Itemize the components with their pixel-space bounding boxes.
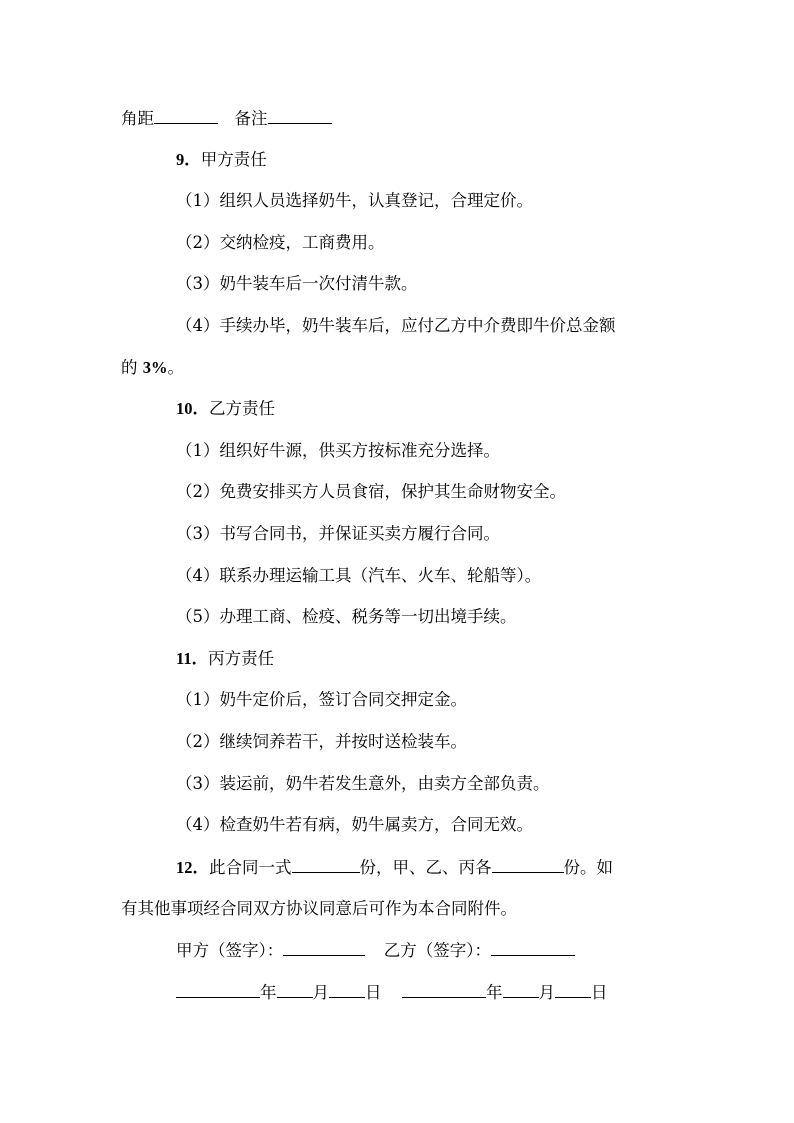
doc-line-angle-remark bbox=[121, 107, 332, 130]
blank-party-a-signature[interactable] bbox=[283, 939, 365, 956]
clause-10-2: （2）免费安排买方人员食宿，保护其生命财物安全。 bbox=[176, 482, 566, 501]
section-title: 丙方责任 bbox=[208, 649, 275, 668]
label-party-b-signature: 乙方（签字）： bbox=[383, 941, 491, 960]
label-month: 月 bbox=[312, 983, 329, 1002]
clause-9-3: （3）奶牛装车后一次付清牛款。 bbox=[176, 274, 418, 293]
section-number: 9． bbox=[176, 150, 201, 169]
percent-value: 3% bbox=[142, 358, 168, 377]
blank-angle[interactable] bbox=[154, 107, 218, 124]
clause-9-1: （1）组织人员选择奶牛，认真登记，合理定价。 bbox=[176, 191, 533, 210]
label-month: 月 bbox=[538, 983, 555, 1002]
clause-9-4-line-1: （4）手续办毕，奶牛装车后，应付乙方中介费即牛价总金额 bbox=[176, 316, 616, 335]
section-9-heading bbox=[176, 149, 267, 171]
section-10-heading bbox=[176, 398, 275, 420]
section-number: 11． bbox=[176, 649, 209, 668]
section-number: 10． bbox=[176, 399, 209, 418]
clause-10-4: （4）联系办理运输工具（汽车、火车、轮船等）。 bbox=[176, 566, 542, 585]
clause-11-2: （2）继续饲养若干，并按时送检装车。 bbox=[176, 732, 467, 751]
blank-year-a[interactable] bbox=[176, 981, 260, 998]
text: 此合同一式 bbox=[209, 858, 292, 877]
clause-10-3: （3）书写合同书，并保证买卖方履行合同。 bbox=[176, 524, 500, 543]
section-number: 12． bbox=[176, 858, 209, 877]
date-line bbox=[176, 981, 608, 1004]
blank-copies-total[interactable] bbox=[292, 856, 360, 873]
label-angle: 角距 bbox=[121, 109, 154, 128]
text: 的 bbox=[121, 358, 143, 377]
clause-10-1: （1）组织好牛源，供买方按标准充分选择。 bbox=[176, 441, 500, 460]
label-day: 日 bbox=[365, 983, 382, 1002]
clause-11-4: （4）检查奶牛若有病，奶牛属卖方，合同无效。 bbox=[176, 815, 533, 834]
label-year: 年 bbox=[486, 983, 503, 1002]
blank-month-a[interactable] bbox=[277, 981, 313, 998]
clause-11-3: （3）装运前，奶牛若发生意外，由卖方全部负责。 bbox=[176, 774, 550, 793]
section-12-line-2: 有其他事项经合同双方协议同意后可作为本合同附件。 bbox=[121, 899, 517, 918]
text: 份，甲、乙、丙各 bbox=[359, 858, 492, 877]
blank-day-a[interactable] bbox=[329, 981, 365, 998]
label-party-a-signature: 甲方（签字）： bbox=[176, 941, 284, 960]
clause-9-4-line-2 bbox=[121, 357, 184, 379]
clause-10-5: （5）办理工商、检疫、税务等一切出境手续。 bbox=[176, 607, 517, 626]
blank-party-b-signature[interactable] bbox=[491, 939, 575, 956]
blank-copies-each[interactable] bbox=[492, 856, 564, 873]
blank-year-b[interactable] bbox=[402, 981, 486, 998]
blank-month-b[interactable] bbox=[503, 981, 539, 998]
label-day: 日 bbox=[591, 983, 608, 1002]
section-12-line-1 bbox=[176, 856, 613, 879]
text: 。 bbox=[167, 358, 184, 377]
label-remark: 备注 bbox=[234, 109, 268, 128]
blank-day-b[interactable] bbox=[555, 981, 591, 998]
section-title: 甲方责任 bbox=[200, 150, 267, 169]
section-title: 乙方责任 bbox=[209, 399, 275, 418]
blank-remark[interactable] bbox=[268, 107, 332, 124]
signature-line bbox=[176, 939, 575, 962]
label-year: 年 bbox=[260, 983, 277, 1002]
text: 份。如 bbox=[563, 858, 613, 877]
section-11-heading bbox=[176, 648, 274, 670]
clause-11-1: （1）奶牛定价后，签订合同交押定金。 bbox=[176, 690, 467, 709]
clause-9-2: （2）交纳检疫，工商费用。 bbox=[176, 233, 385, 252]
